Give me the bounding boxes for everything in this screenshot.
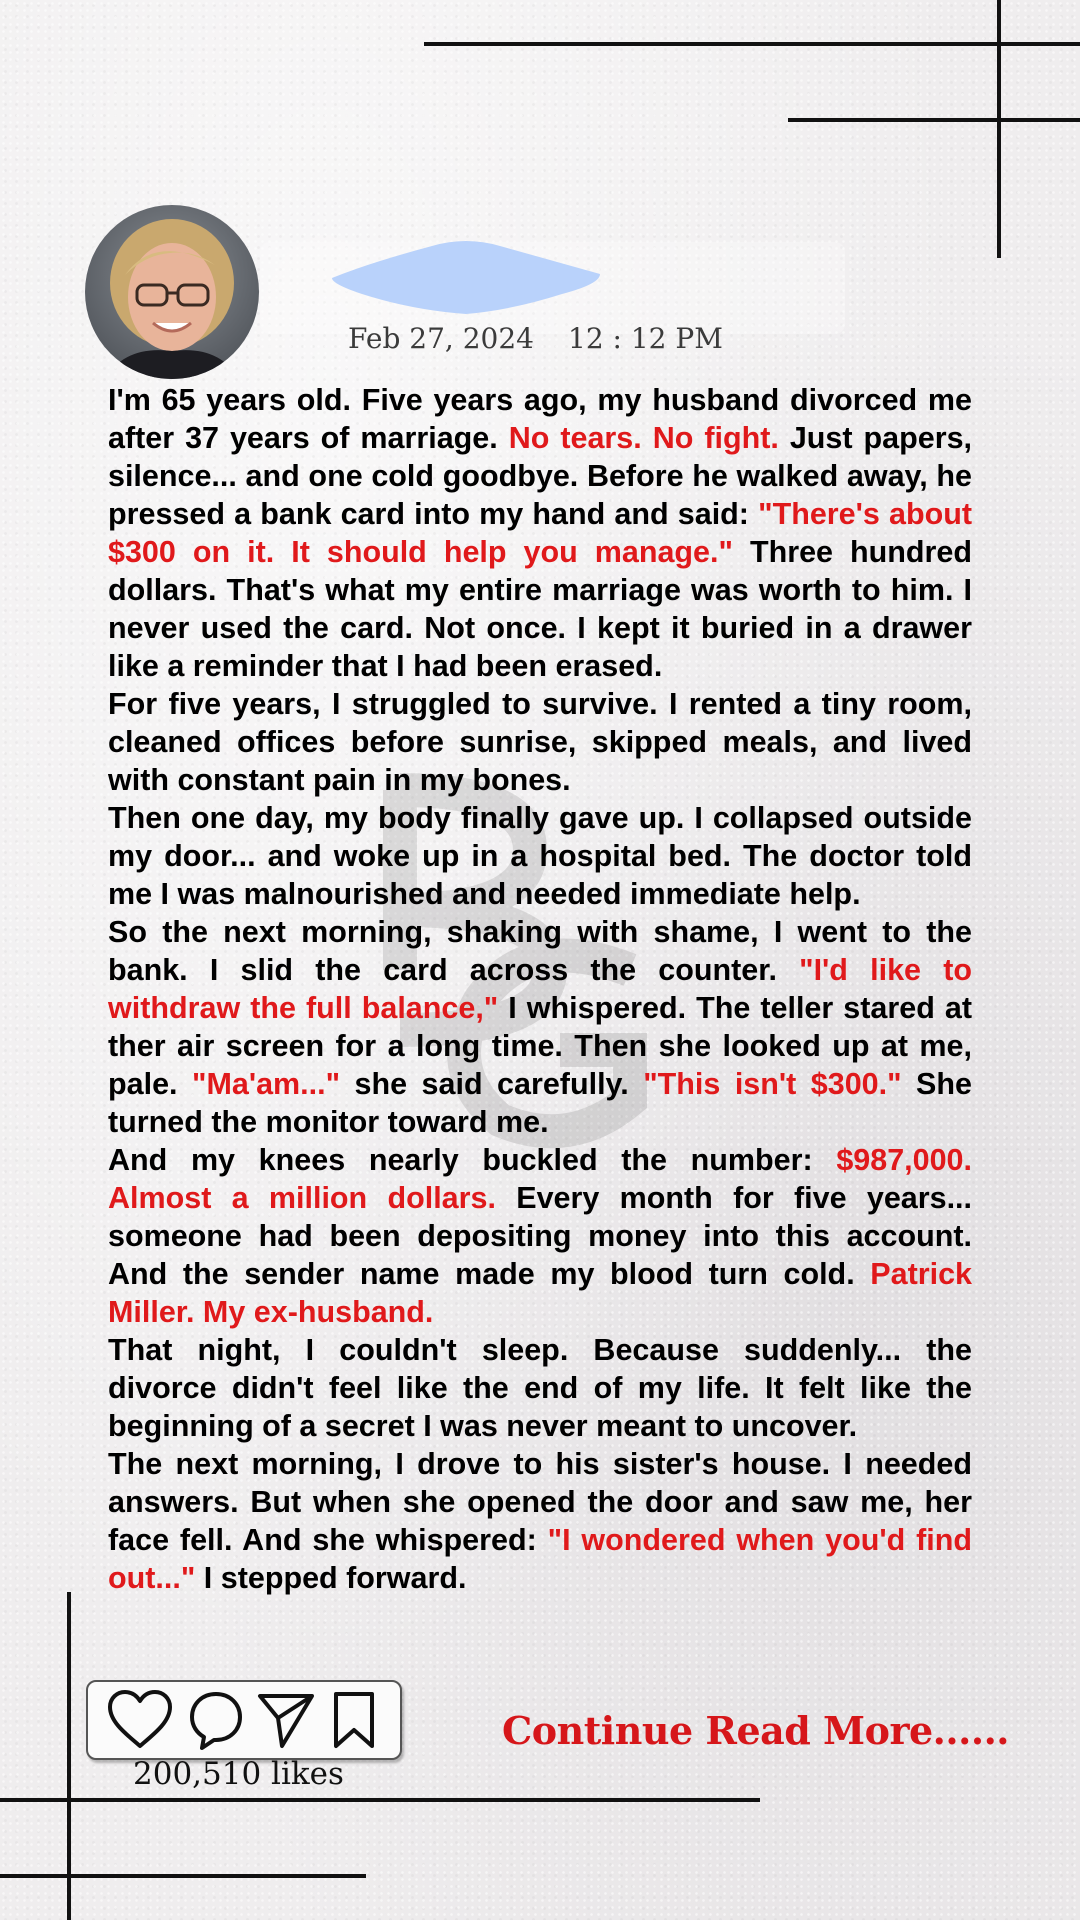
heart-icon[interactable] bbox=[106, 1688, 174, 1752]
story-paragraph-2: For five years, I struggled to survive. I rented a tiny room, cleaned offices before sunrise, skipped meals, and lived with constant pain in my bones. bbox=[108, 687, 972, 797]
story-paragraph-6: That night, I couldn't sleep. Because suddenly... the divorce didn't feel like the end of my life. It felt like the beginning of a secret I was never meant to uncover. bbox=[108, 1333, 972, 1443]
frame-line-top bbox=[424, 42, 1080, 46]
frame-line-right bbox=[997, 0, 1001, 258]
story-paragraph-1: I'm 65 years old. Five years ago, my husband divorced me after 37 years of marriage. No tears. No fight. Just papers, silence... and one cold goodbye. Before he walked away, he pressed a bank card into my hand and said: "There's about $300 on it. It should help you manage." Three hundred dollars. That's what my entire marriage was worth to him. I never used the card. Not once. I kept it buried in a drawer like a reminder that I had been erased. bbox=[108, 383, 972, 683]
avatar[interactable] bbox=[85, 205, 259, 379]
frame-line-left bbox=[67, 1592, 71, 1920]
post-time: 12 : 12 PM bbox=[568, 322, 723, 355]
frame-line-top-short bbox=[788, 118, 1080, 122]
post-date: Feb 27, 2024 bbox=[348, 322, 534, 355]
story-paragraph-7: The next morning, I drove to his sister's house. I needed answers. But when she opened the door and saw me, her face fell. And she whispered: "I wondered when you'd find out..." I stepped forward. bbox=[108, 1447, 972, 1595]
woman-portrait-avatar-icon bbox=[85, 205, 259, 379]
continue-read-more-link[interactable]: Continue Read More...... bbox=[502, 1708, 1010, 1753]
frame-line-bottom bbox=[0, 1798, 760, 1802]
story-paragraph-4: So the next morning, shaking with shame, I went to the bank. I slid the card across the counter. "I'd like to withdraw the full balance," I whispered. The teller stared at ther air screen for a long time. Then she looked up at me, pale. "Ma'am..." she said carefully. "This isn't $300." She turned the monitor toward me. bbox=[108, 915, 972, 1139]
comment-icon[interactable] bbox=[188, 1688, 244, 1752]
send-icon[interactable] bbox=[256, 1688, 316, 1752]
likes-count: 200,510 likes bbox=[133, 1756, 344, 1792]
story-paragraph-3: Then one day, my body finally gave up. I collapsed outside my door... and woke up in a hospital bed. The doctor told me I was malnourished and needed immediate help. bbox=[108, 801, 972, 911]
frame-line-bottom-short bbox=[0, 1874, 366, 1878]
story-text bbox=[108, 381, 972, 1597]
redacted-username[interactable] bbox=[332, 240, 600, 316]
post-action-bar bbox=[86, 1680, 402, 1760]
bookmark-icon[interactable] bbox=[330, 1688, 378, 1752]
story-paragraph-5: And my knees nearly buckled the number: $987,000. Almost a million dollars. Every month for five years... someone had been depositing money into this account. And the sender name made my blood turn cold. Patrick Miller. My ex-husband. bbox=[108, 1143, 972, 1329]
